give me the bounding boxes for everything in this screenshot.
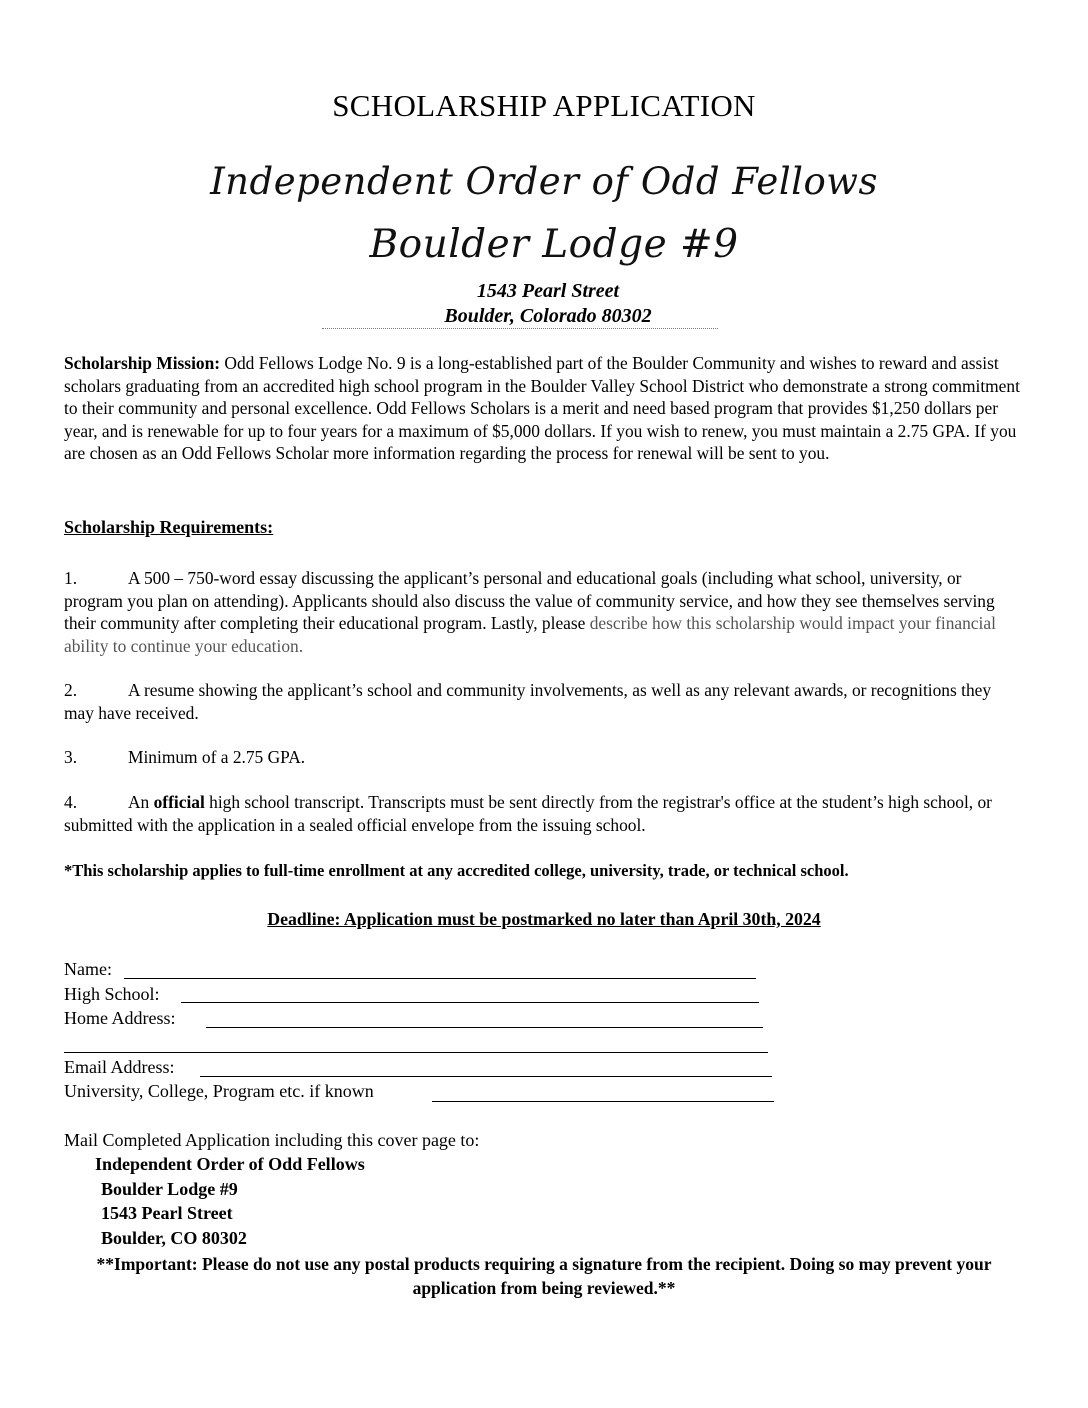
header-divider (322, 328, 718, 329)
deadline-notice: Deadline: Application must be postmarked no later than April 30th, 2024 (267, 909, 821, 929)
requirement-number: 4. (64, 792, 78, 812)
requirement-text: A resume showing the applicant’s school and community involvements, as well as any relevant awards, or recognitions they may have received. (64, 680, 992, 723)
page-title: SCHOLARSHIP APPLICATION (332, 88, 756, 123)
important-notice: **Important: Please do not use any postal products requiring a signature from the recipient. Doing so may prevent your application from being reviewed.** (96, 1254, 992, 1298)
requirement-text-post: high school transcript. Transcripts must be sent directly from the registrar's office at the student’s high school, or submitted with the application in a sealed official envelope from the issuing school. (64, 792, 992, 835)
mail-org: Independent Order of Odd Fellows (95, 1154, 365, 1174)
requirement-text: Minimum of a 2.75 GPA. (128, 747, 306, 767)
header-street: 1543 Pearl Street (476, 280, 620, 302)
requirement-item (64, 679, 1024, 724)
home-address-label: Home Address: (64, 1008, 176, 1028)
requirement-number: 1. (64, 568, 78, 588)
lodge-name: Boulder Lodge #9 (369, 222, 739, 267)
mail-lodge: Boulder Lodge #9 (101, 1179, 238, 1199)
home-address-field-line-2[interactable] (64, 1052, 768, 1053)
requirement-number: 2. (64, 680, 78, 700)
requirement-text-bold: official (153, 792, 205, 812)
mission-text: Odd Fellows Lodge No. 9 is a long-established part of the Boulder Community and wishes to reward and assist scholars graduating from an accredited high school program in the Boulder Valley School District who demonstrate a strong commitment to their community and personal excellence. Odd Fellows Scholars is a merit and need based program that provides $1,250 dollars per year, and is renewable for up to four years for a maximum of $5,000 dollars. If you wish to renew, you must maintain a 2.75 GPA. If you are chosen as an Odd Fellows Scholar more information regarding the process for renewal will be sent to you. (64, 353, 1020, 464)
high-school-label: High School: (64, 984, 160, 1004)
header-city: Boulder, Colorado 80302 (444, 305, 652, 327)
home-address-field-line[interactable] (206, 1027, 763, 1028)
requirement-text: A 500 – 750-word essay discussing the applicant’s personal and educational goals (including what school, university, or program you plan on attending). Applicants should also discuss the value of community service, and how they see themselves serving their community after completing their educational program. Lastly, please (64, 568, 995, 634)
name-field-line[interactable] (124, 978, 756, 979)
organization-name: Independent Order of Odd Fellows (210, 160, 878, 203)
mission-paragraph (64, 352, 1024, 465)
university-label: University, College, Program etc. if known (64, 1081, 374, 1101)
requirements-heading: Scholarship Requirements: (64, 517, 274, 537)
university-field-line[interactable] (432, 1101, 774, 1102)
mission-label: Scholarship Mission: (64, 353, 221, 373)
requirement-number: 3. (64, 747, 78, 767)
mail-instructions: Mail Completed Application including this cover page to: (64, 1130, 480, 1150)
mail-street: 1543 Pearl Street (101, 1203, 233, 1223)
requirement-text-pre: An (128, 792, 154, 812)
email-field-line[interactable] (200, 1076, 772, 1077)
requirement-text-grey: describe how this scholarship would impact your financial ability to continue your education. (64, 613, 996, 656)
mail-city: Boulder, CO 80302 (101, 1228, 247, 1248)
enrollment-note: *This scholarship applies to full-time enrollment at any accredited college, university, trade, or technical school. (64, 861, 849, 880)
requirement-item (64, 567, 1024, 657)
high-school-field-line[interactable] (181, 1002, 759, 1003)
name-label: Name: (64, 959, 112, 979)
requirement-item (64, 791, 1024, 836)
requirement-item (64, 746, 1024, 769)
email-label: Email Address: (64, 1057, 175, 1077)
